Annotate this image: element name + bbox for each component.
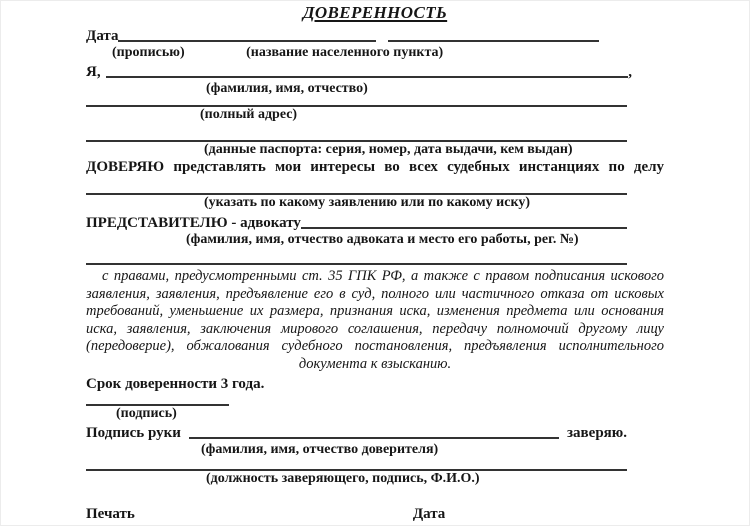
date-spelled-hint: (прописью): [112, 45, 185, 60]
case-blank-line: [86, 178, 627, 195]
representative-hint: (фамилия, имя, отчество адвоката и место его работы, рег. №): [186, 232, 579, 247]
document-content: [1, 1, 749, 525]
principal-fullname-hint: (фамилия, имя, отчество доверителя): [201, 442, 439, 457]
settlement-hint: (название населенного пункта): [246, 45, 444, 60]
address-hint-row: [86, 107, 664, 123]
settlement-blank-line: [388, 38, 599, 42]
certifier-line-row: [86, 458, 664, 471]
principal-label: Я,: [86, 64, 101, 80]
principal-name-blank-line: [106, 74, 629, 78]
date-blank-line: [118, 38, 376, 42]
signature-blank-line: [86, 395, 229, 406]
term-text: Срок доверенности 3 года.: [86, 376, 265, 392]
title-row: [86, 3, 664, 25]
representative-blank-line: [301, 225, 627, 229]
signature-line-row: [86, 395, 664, 406]
trailing-comma: ,: [628, 64, 632, 80]
principal-fullname-hint-row: [86, 442, 664, 458]
rights-line-4: иска, заявления, заключения мирового соглашения, передачу полномочий другому лицу: [86, 320, 664, 337]
address-hint: (полный адрес): [200, 107, 298, 122]
certifier-blank-line: [86, 458, 627, 471]
case-hint: (указать по какому заявлению или по какому иску): [204, 195, 530, 210]
rights-divider-line: [86, 248, 627, 265]
case-line-row: [86, 178, 664, 195]
representative-hint-row: [86, 232, 664, 248]
hand-signature-suffix: заверяю.: [567, 425, 627, 441]
rights-line-1: с правами, предусмотренными ст. 35 ГПК РФ, а также с правом подписания искового: [102, 268, 664, 284]
authorization-keyword: ДОВЕРЯЮ: [86, 159, 165, 175]
passport-hint-row: [86, 142, 664, 158]
address-line-row: [86, 97, 664, 107]
passport-hint: (данные паспорта: серия, номер, дата выдачи, кем выдан): [204, 142, 573, 157]
date-hints-row: [86, 45, 664, 61]
signature-hint: (подпись): [116, 406, 177, 421]
authorization-row: [86, 158, 664, 178]
signature-hint-row: [86, 406, 664, 422]
rights-line-3: требований, уменьшение их размера, признания иска, изменения предмета или основания: [86, 303, 664, 319]
rights-paragraph: [86, 268, 664, 373]
hand-signature-label: Подпись руки: [86, 425, 181, 441]
hand-signature-blank-line: [189, 435, 559, 439]
principal-name-hint-row: [86, 81, 664, 97]
seal-label: Печать: [86, 506, 135, 522]
representative-row: [86, 211, 664, 232]
rights-line-5: (передоверие), обжалования судебного постановления, предъявления исполнительного: [86, 338, 664, 354]
principal-row: [86, 61, 632, 81]
document-title: ДОВЕРЕННОСТЬ: [302, 3, 448, 22]
certifier-hint-row: [86, 471, 664, 488]
authorization-text: представлять мои интересы во всех судебных инстанциях по делу: [173, 159, 664, 175]
footer-date-label: Дата: [412, 506, 446, 522]
date-label: Дата: [86, 28, 119, 44]
case-hint-row: [86, 195, 664, 211]
certifier-hint: (должность заверяющего, подпись, Ф.И.О.): [206, 471, 480, 486]
footer-row: [86, 506, 664, 523]
address-blank-line: [86, 97, 627, 107]
representative-label: ПРЕДСТАВИТЕЛЮ - адвокату: [86, 215, 301, 231]
date-row: [86, 25, 664, 45]
rights-line-2: заявления, заявления, предъявление его в суд, полного или частичного отказа от исковых: [86, 285, 664, 302]
rights-divider-row: [86, 248, 664, 265]
rights-line-6: документа к взысканию.: [298, 355, 452, 372]
passport-line-row: [86, 123, 664, 142]
hand-signature-row: [86, 422, 627, 442]
term-row: [86, 375, 664, 395]
passport-blank-line: [86, 123, 627, 142]
full-name-hint: (фамилия, имя, отчество): [206, 81, 368, 96]
